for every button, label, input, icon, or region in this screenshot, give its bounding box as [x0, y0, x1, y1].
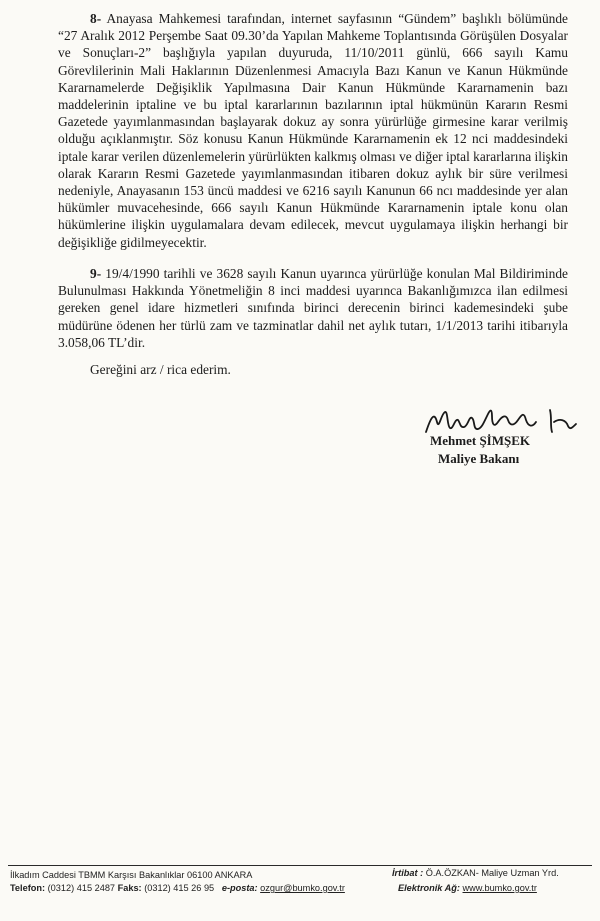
paragraph-9-number: 9- — [90, 266, 102, 281]
paragraph-8 — [58, 10, 568, 251]
footer-web — [398, 883, 537, 893]
footer-contact-person — [392, 868, 559, 878]
signer-name: Mehmet ŞİMŞEK — [430, 433, 531, 448]
web-label: Elektronik Ağ: — [398, 883, 460, 893]
footer-address: İlkadım Caddesi TBMM Karşısı Bakanlıklar 06100 ANKARA — [10, 870, 253, 880]
footer-contacts — [10, 883, 345, 893]
paragraph-8-number: 8- — [90, 11, 102, 26]
paragraph-9 — [58, 265, 568, 351]
email-link[interactable]: ozgur@bumko.gov.tr — [260, 883, 345, 893]
phone-label: Telefon: — [10, 883, 46, 893]
fax-value: (0312) 415 26 95 — [144, 883, 215, 893]
email-label: e-posta: — [221, 883, 258, 893]
web-link[interactable]: www.bumko.gov.tr — [462, 883, 537, 893]
contact-value: Ö.A.ÖZKAN- Maliye Uzman Yrd. — [425, 868, 559, 878]
phone-value: (0312) 415 2487 — [47, 883, 116, 893]
paragraph-9-text: 19/4/1990 tarihli ve 3628 sayılı Kanun uyarınca yürürlüğe konulan Mal Bildiriminde Bulunulması Hakkında Yönetmeliğin 8 inci maddesi uyarınca Bakanlığımızca ilan edilmesi gereken genel idare hizmetleri sınıfında birinci derecenin birinci kademesindeki şube müdürüne ödenen her türlü zam ve tazminatlar dahil net aylık tutarı, 1/1/2013 tarihi itibarıyla 3.058,06 TL’dir. — [58, 266, 568, 350]
contact-label: İrtibat : — [392, 868, 424, 878]
closing-line: Gereğini arz / rica ederim. — [90, 362, 231, 377]
signer-title: Maliye Bakanı — [438, 451, 520, 466]
fax-label: Faks: — [117, 883, 142, 893]
paragraph-8-text: Anayasa Mahkemesi tarafından, internet sayfasının “Gündem” başlıklı bölümünde “27 Aralık 2012 Perşembe Saat 09.30’da Yapılan Mahkeme Toplantısında Görüşülen Dosyalar ve Sonuçları-2” başlığıyla yapılan duyuruda, 11/10/2011 günlü, 666 sayılı Kamu Görevlilerinin Mali Haklarının Düzenlenmesi Amacıyla Bazı Kanun ve Kanun Hükmünde Kararnamelerde Değişiklik Yapılmasına Dair Kanun Hükmünde Kararnamenin bazı maddelerinin iptaline ve bu iptal kararlarının bazılarının iptal hükmünün Kararın Resmi Gazetede yayımlanmasından başlayarak dokuz ay sonra yürürlüğe girmesine karar verilmiş olduğu açıklanmıştır. Söz konusu Kanun Hükmünde Kararnamenin ek 12 nci maddesindeki iptale karar verilen düzenlemelerin yürürlükten kalkmış olması ve diğer iptal kararlarına ilişkin olarak Kararın Resmi Gazetede yayımlanmasından itibaren dokuz aylık bir süre verilmesi nedeniyle, Anayasanın 153 üncü maddesi ve 6216 sayılı Kanunun 66 ncı maddesinde yer alan hükümler muvacehesinde, 666 sayılı Kanun Hükmünde Kararnamenin iptale konu olan hükümlerine ilişkin uygulamalara devam edilecek, mevcut uygulamaya ilişkin herhangi bir değişikliğe gidilmeyecektir. — [58, 11, 568, 250]
footer-divider — [8, 865, 592, 866]
